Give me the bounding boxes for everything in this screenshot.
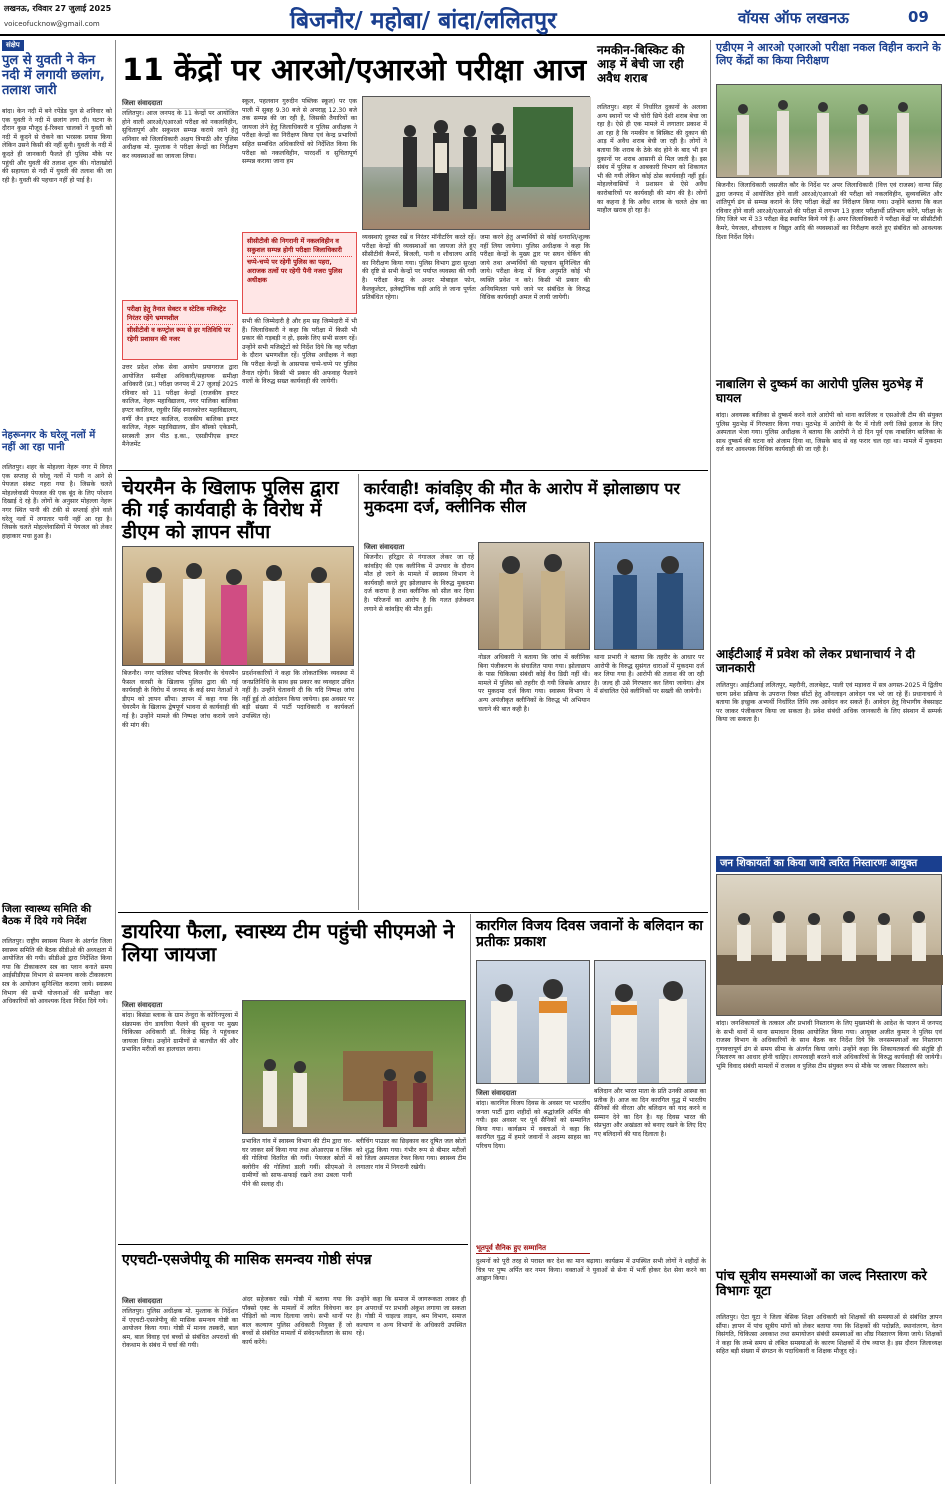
email: voiceofucknow@gmail.com (4, 20, 100, 28)
clinic-photo-1-figures (479, 543, 591, 651)
jan-shikayat-body: बांदा। जनशिकायतों के तत्काल और प्रभावी निस्तारण के लिए मुख्यमंत्री के आदेश के पालन में जनपद के सभी थानों में थाना समाधान दिवस आयोजित किया गया। आयुक्त अजीत कुमार ने पुलिस एवं राजस्व विभाग के अधिकारियों के साथ बैठक कर निर्देश दिये कि जनसमस्याओं का निस्तारण गुणवत्तापूर्ण ढंग से समय सीमा के अंतर्गत किया जाये। उन्होंने कहा कि शिकायतकर्ता की संतुष्टि ही निस्तारण का आधार होनी चाहिए। लापरवाही बरतने वाले अधिकारियों के विरुद्ध कार्यवाही की जायेगी। भूमि विवाद संबंधी मामलों में राजस्व व पुलिस टीम संयुक्त रूप से मौके पर जाकर निस्तारण करे। (716, 1020, 944, 1070)
kargil-body-c: दुश्मनों को पूरी तरह से परास्त कर देश का मान बढ़ाया। कार्यक्रम में उपस्थित सभी लोगों ने शहीदों के चित्र पर पुष्प अर्पित कर नमन किया। वक्ताओं ने युवाओं से सेना में भर्ती होकर देश सेवा करने का आह्वान किया। (476, 1258, 708, 1283)
masthead (0, 0, 945, 36)
nabalig-body: बांदा। अवयस्क बालिका से दुष्कर्म करने वाले आरोपी को थाना कालिंजर व एसओजी टीम की संयुक्त पुलिस मुठभेड़ में गिरफ्तार किया गया। मुठभेड़ में आरोपी के पैर में गोली लगी जिसे इलाज के लिए अस्पताल भेजा गया। पुलिस अधीक्षक ने बताया कि आरोपी ने दो दिन पूर्व एक नाबालिग बालिका के साथ दुष्कर्म की घटना को अंजाम दिया था, जिसके बाद से वह फरार चल रहा था। मामले में मुकदमा दर्ज कर आवश्यक विधिक कार्यवाही की जा रही है। (716, 412, 944, 454)
diarrhea-body-a: बांदा। बिसंडा ब्लाक के ग्राम तेन्दुरा के कोरिनपुरवा में संक्रामक रोग डायरिया फैलने की सूचना पर मुख्य चिकित्सा अधिकारी डॉ. विजेन्द्र सिंह ने पहुंचकर जायजा लिया। उन्होंने ग्रामीणों से बातचीत की और प्रभावित मरीजों का हालचाल जाना। (122, 1012, 240, 1054)
meeting-photo-figures (717, 875, 943, 1017)
lead-body-d: सभी की जिम्मेदारी है और हम सह जिम्मेदारी में भी हैं। जिलाधिकारी ने कहा कि परीक्षा में किसी भी प्रकार की गड़बड़ी न हो, इसके लिए सभी सजग रहें। उन्होंने सभी मजिस्ट्रेटों को निर्देश दिये कि वह परीक्षा के दौरान भ्रमणशील रहें। पुलिस अधीक्षक ने कहा कि परीक्षा केन्द्रों के आसपास चप्पे-चप्पे पर पुलिस तैनात रहेगी। किसी भी प्रकार की अफवाह फैलाने वालों के विरुद्ध सख्त कार्यवाही की जायेगी। (242, 318, 359, 386)
lead-highlights-2 (122, 300, 238, 360)
lead-highlights (242, 232, 357, 314)
aht-body-b: अंदर सहेजकर रखें। गोष्ठी में बताया गया कि पॉक्सो एक्ट के मामलों में त्वरित विवेचना कर पीड़ितों को न्याय दिलाया जाये। सभी थानों पर बाल कल्याण पुलिस अधिकारी नियुक्त हैं जो बच्चों से संबंधित मामलों में संवेदनशीलता के साथ कार्य करेंगे। (242, 1296, 354, 1346)
divider (710, 40, 711, 1484)
paper-name: वॉयस ऑफ लखनऊ (738, 9, 849, 27)
divider (470, 914, 471, 1484)
diarrhea-byline: जिला संवाददाता (122, 1000, 232, 1011)
brief-3-headline: जिला स्वास्थ्य समिति की बैठक में दिये गये निर्देश (2, 904, 92, 927)
chairman-body-b: प्रदर्शनकारियों ने कहा कि लोकतांत्रिक व्यवस्था में जनप्रतिनिधि के साथ इस प्रकार का व्यवहार उचित नहीं है। उन्होंने चेतावनी दी कि यदि निष्पक्ष जांच नहीं हुई तो आंदोलन किया जायेगा। इस अवसर पर बड़ी संख्या में पार्टी पदाधिकारी व कार्यकर्ता उपस्थित रहे। (242, 670, 356, 720)
chairman-photo-figures (123, 547, 355, 667)
utaa-body: ललितपुर। ऐटा यूटा ने जिला बेसिक शिक्षा अधिकारी को शिक्षकों की समस्याओं से संबंधित ज्ञापन सौंपा। ज्ञापन में पांच सूत्रीय मांगों को लेकर बताया गया कि शिक्षकों की पदोन्नति, स्थानांतरण, वेतन विसंगति, चिकित्सा अवकाश तथा समायोजन संबंधी समस्याओं का शीघ्र निस्तारण किया जाये। शिक्षकों ने कहा कि लम्बे समय से लंबित समस्याओं के कारण शिक्षकों में रोष व्याप्त है। इस दौरान जिलाध्यक्ष सहित बड़ी संख्या में संगठन के पदाधिकारी व शिक्षक मौजूद रहे। (716, 1314, 944, 1356)
highlight-4: सीसीटीवी व कण्ट्रोल रूम से हर गतिविधि पर रहेगी प्रशासन की नजर (127, 326, 231, 343)
lead-body-e: व्यवस्थाएं दुरुस्त रखें व निरंतर मॉनीटरिंग करते रहें। परीक्षा केन्द्रों की व्यवस्थाओं का जायजा लेते हुए सीसीटीवी कैमरों, बिजली, पानी व शौचालय आदि का निरीक्षण किया गया। पुलिस विभाग द्वारा सुरक्षा की दृष्टि से सभी केन्द्रों पर पर्याप्त व्यवस्था की गयी है। परीक्षा केन्द्र के अन्दर मोबाइल फोन, कैलकुलेटर, इलेक्ट्रॉनिक घड़ी आदि ले जाना पूर्णतः प्रतिबंधित रहेगा। (362, 234, 478, 302)
iti-body: ललितपुर। आईटीआई ललितपुर, महरौनी, तालबेहट, पाली एवं मड़ावरा में सत्र अगस्त-2025 में द्वितीय चरण प्रवेश प्रक्रिया के उपरान्त रिक्त सीटों हेतु ऑनलाइन आवेदन पत्र भरे जा रहे हैं। प्रधानाचार्य ने बताया कि इच्छुक अभ्यर्थी निर्धारित तिथि तक आवेदन कर सकते हैं। आवेदन हेतु विभागीय वेबसाइट पर जाकर पंजीकरण किया जा सकता है। प्रवेश संबंधी अधिक जानकारी के लिए संस्थान में सम्पर्क किया जा सकता है। (716, 682, 944, 724)
section-title: बिजनौर/ महोबा/ बांदा/ललितपुर (290, 8, 557, 34)
chairman-body-a: बिजनौर। नगर पालिका परिषद बिजनौर के चेयरमैन फैसल वारसी के खिलाफ पुलिस द्वारा की गई कार्यवाही के विरोध में जनपद के कई सपा नेताओं ने डीएम को ज्ञापन सौंपा। ज्ञापन में कहा गया कि चेयरमैन के खिलाफ द्वेषपूर्ण भावना से कार्यवाही की गई है। उन्होंने मामले की निष्पक्ष जांच कराये जाने की मांग की। (122, 670, 240, 729)
adm-body: बिजनौर। जिलाधिकारी जसजीत कौर के निर्देश पर अपर जिलाधिकारी (वित्त एवं राजस्व) वान्या सिंह द्वारा जनपद में आयोजित होने वाली आरओ/एआरओ की परीक्षा को नकलविहीन, सुव्यवस्थित और शांतिपूर्ण ढंग से सम्पन्न कराने के लिए परीक्षा केंद्रों का निरीक्षण किया गया। उन्होंने बताया कि कल रविवार होने वाली आरओ/एआरओ की परीक्षा में लगभग 13 हजार परीक्षार्थी प्रतिभाग करेंगे, परीक्षा के लिए जिले भर में 33 परीक्षा केंद्र स्थापित किये गये हैं। अपर जिलाधिकारी ने परीक्षा केंद्रों पर सीसीटीवी कैमरे, पेयजल, शौचालय व विद्युत आदि की व्यवस्थाओं का निरीक्षण करते हुए संबंधित को आवश्यक दिशा निर्देश दिये। (716, 182, 944, 241)
highlight-1: सीसीटीवी की निगरानी में नकलविहीन व सकुशल सम्पन्न होगी परीक्षाः जिलाधिकारी (247, 236, 352, 257)
clinic-headline: कार्रवाही! कांवड़िए की मौत के आरोप में झोलाछाप पर मुकदमा दर्ज, क्लीनिक सील (364, 479, 680, 517)
adm-photo (716, 84, 942, 178)
lead-body-b: स्कूल, पहलवान गुरुदीन पब्लिक स्कूल) पर एक पाली में सुबह 9.30 बजे से अपराह्न 12.30 बजे तक सम्पन्न की जा रही है, जिसकी तैयारियों का जायजा लेने हेतु जिलाधिकारी व पुलिस अधीक्षक ने परीक्षा केन्द्रों का निरीक्षण किया एवं केन्द्र प्रभारियों सहित सम्बंधित अधिकारियों को निर्देशित किया कि परीक्षा को नकलविहीन, पारदर्शी व सुचितापूर्ण सम्पन्न कराया जाना हम (242, 98, 359, 166)
kargil-byline: जिला संवाददाता (476, 1088, 586, 1099)
namkeen-body: ललितपुर। शहर में निर्धारित दुकानों के अलावा अन्य स्थानों पर भी चोरी छिपे देशी शराब बेचा जा रहा है। ऐसे ही एक मामले में लगातार प्रकाश में आ रहा है कि नमकीन व बिस्किट की दुकान की आड़ में अवैध शराब बेची जा रही है। लोगों ने बताया कि शराब के ठेके बंद होने के बाद भी इन दुकानों पर शराब आसानी से मिल जाती है। इस संबंध में पुलिस व आबकारी विभाग को शिकायत भी की गयी लेकिन कोई ठोस कार्यवाही नहीं हुई। मोहल्लेवासियों ने प्रशासन से ऐसे अवैध कारोबारियों पर कार्यवाही की मांग की है। लोगों का कहना है कि अवैध शराब के चलते क्षेत्र का माहौल खराब हो रहा है। (597, 104, 709, 215)
kargil-photo-2 (594, 960, 706, 1084)
lead-photo (362, 96, 590, 230)
left-column (2, 38, 112, 1484)
meeting-photo (716, 874, 942, 1016)
iti-headline: आईटीआई में प्रवेश को लेकर प्रधानाचार्य ने दी जानकारी (716, 647, 916, 675)
brief-label: संक्षेप (2, 40, 24, 51)
clinic-photo-2 (594, 542, 704, 650)
diarrhea-photo-figures (243, 1001, 467, 1135)
chairman-headline: चेयरमैन के खिलाफ पुलिस द्वारा की गई कार्यवाही के विरोध में डीएम को ज्ञापन सौंपा (122, 477, 339, 543)
highlight-3: परीक्षा हेतु तैनात सेक्टर व स्टेटिक मजिस्ट्रेट निरंतर रहेंगे भ्रमणशील (127, 304, 233, 325)
jan-shikayat-headline: जन शिकायतों का किया जाये त्वरित निस्तारणः आयुक्त (716, 856, 942, 872)
diarrhea-photo (242, 1000, 466, 1134)
brief-2-headline: नेहरूनगर के घरेलू नलों में नहीं आ रहा पानी (2, 430, 96, 453)
divider (115, 40, 116, 1484)
diarrhea-body-c: ब्लीचिंग पाउडर का छिड़काव कर दूषित जल स्रोतों को शुद्ध किया गया। गंभीर रूप से बीमार मरीजों को जिला अस्पताल रेफर किया गया। स्वास्थ्य टीम लगातार गांव में निगरानी रखेगी। (356, 1138, 468, 1171)
lead-body-f: जमा करने हेतु अभ्यर्थियों से कोई धनराशि/शुल्क नहीं लिया जायेगा। पुलिस अधीक्षक ने कहा कि परीक्षा केन्द्रों के मुख्य द्वार पर सघन चेकिंग की जाये तथा अभ्यर्थियों की पहचान सुनिश्चित की जाये। परीक्षा केन्द्र में बिना अनुमति कोई भी व्यक्ति प्रवेश न करे। किसी भी प्रकार की अनियमितता पाये जाने पर संबंधित के विरुद्ध विधिक कार्यवाही अमल में लायी जायेगी। (480, 234, 592, 302)
aht-body-c: उन्होंने कहा कि समाज में जागरूकता लाकर ही इन अपराधों पर प्रभावी अंकुश लगाया जा सकता है। गोष्ठी में चाइल्ड लाइन, श्रम विभाग, समाज कल्याण व अन्य विभागों के अधिकारी उपस्थित रहे। (356, 1296, 468, 1338)
clinic-body-c: थाना प्रभारी ने बताया कि तहरीर के आधार पर आरोपी के विरुद्ध सुसंगत धाराओं में मुकदमा दर्ज कर लिया गया है। आरोपी की तलाश की जा रही है। जल्द ही उसे गिरफ्तार कर लिया जायेगा। क्षेत्र में संचालित ऐसे क्लीनिकों पर सख्ती की जायेगी। (594, 654, 706, 696)
divider (118, 470, 708, 471)
brief-1-body: बांदा। केन नदी में बने रपेंडेड पुल से शनिवार को एक युवती ने नदी में छलांग लगा दी। घटना के दौरान कुछ मौजूद ई-रिक्शा चालकों ने युवती को नदी में कूदने से रोकने का भरसक प्रयास किया लेकिन उसने किसी की नहीं सुनी। युवती के नदी में कूदते ही जानकारी फैलते ही पुलिस मौके पर पहुंची और युवती की तलाश शुरू की। गोताखोरों की सहायता से नदी में युवती की तलाश की जा रही है। युवती की पहचान नहीं हो पाई है। (2, 108, 114, 184)
brief-1-headline: पुल से युवती ने केन नदी में लगायी छलांग, तलाश जारी (2, 53, 105, 98)
lead-headline: 11 केंद्रों पर आरओ/एआरओ परीक्षा आज (122, 53, 587, 88)
clinic-photo-2-figures (595, 543, 705, 651)
aht-byline: जिला संवाददाता (122, 1296, 232, 1307)
namkeen-headline: नमकीन-बिस्किट की आड़ में बेची जा रही अवैध शराब (597, 43, 685, 85)
edition-date: लखनऊ, रविवार 27 जुलाई 2025 (4, 4, 112, 13)
kargil-photo-1 (476, 960, 590, 1084)
divider (118, 1244, 468, 1245)
kargil-photo-2-figures (595, 961, 707, 1085)
clinic-body-b: नोडल अधिकारी ने बताया कि जांच में क्लीनिक बिना पंजीकरण के संचालित पाया गया। झोलाछाप के पास चिकित्सा संबंधी कोई वैध डिग्री नहीं थी। मामले में पुलिस को तहरीर दी गयी जिसके आधार पर मुकदमा दर्ज किया गया। स्वास्थ्य विभाग ने अन्य अपंजीकृत क्लीनिकों के विरुद्ध भी अभियान चलाने की बात कही है। (478, 654, 592, 713)
diarrhea-body-b: प्रभावित गांव में स्वास्थ्य विभाग की टीम द्वारा घर-घर जाकर सर्वे किया गया तथा ओआरएस व जिंक की गोलियां वितरित की गयीं। पेयजल स्रोतों में क्लोरीन की गोलियां डाली गयीं। सीएमओ ने ग्रामीणों को साफ-सफाई रखने तथा उबला पानी पीने की सलाह दी। (242, 1138, 354, 1188)
kargil-sub-label: भूतपूर्व सैनिक हुए सम्मानित (476, 1244, 590, 1254)
brief-3-body: ललितपुर। राष्ट्रीय स्वास्थ्य मिशन के अंतर्गत जिला स्वास्थ्य समिति की बैठक सीडीओ की अध्यक्षता में आयोजित की गयी। सीडीओ द्वारा निर्देशित किया गया कि टीकाकरण सत्र का प्लान बनाते समय आईसीडीएस विभाग से समन्वय करके टीकाकरण सत्र के आयोजन सुनिश्चित कराया जाये। स्वास्थ्य विभाग की सभी योजनाओं की समीक्षा कर अधिकारियों को आवश्यक दिशा निर्देश दिये गये। (2, 938, 114, 1006)
clinic-byline: जिला संवाददाता (364, 542, 474, 553)
aht-headline: एएचटी-एसजेपीयू की मासिक समन्वय गोष्ठी संपन्न (122, 1252, 372, 1268)
lead-photo-figures (363, 97, 591, 231)
brief-2-body: ललितपुर। शहर के मोहल्ला नेहरू नगर में विगत एक सप्ताह से घरेलू नलों में पानी न आने से पेयजल संकट गहरा गया है। जिसके चलते मोहल्लेवासी पेयजल की एक बूंद के लिए परेशान दिखाई दे रहे हैं। लोगों के अनुसार मोहल्ला नेहरू नगर स्थित पानी की टंकी से सप्लाई होने वाले घरेलू नलों में लगातार पानी नहीं आ रहा है। जिसके चलते मोहल्लेवासियों में पेयजल को लेकर हाहाकार मचा हुआ है। (2, 464, 114, 540)
divider (358, 474, 359, 910)
adm-photo-figures (717, 85, 943, 179)
adm-headline: एडीएम ने आरओ एआरओ परीक्षा नकल विहीन कराने के लिए केंद्रों का किया निरीक्षण (716, 41, 941, 67)
kargil-headline: कारगिल विजय दिवस जवानों के बलिदान का प्रतीकः प्रकाश (476, 918, 703, 951)
nabalig-headline: नाबालिग से दुष्कर्म का आरोपी पुलिस मुठभेड़ में घायल (716, 377, 923, 405)
kargil-body-b: बलिदान और भारत माता के प्रति उनकी आस्था का प्रतीक है। आज का दिन कारगिल युद्ध में भारतीय सैनिकों की वीरता और बलिदान को याद करने व सम्मान देने का दिन है। यह दिवस भारत की संप्रभुता और अखंडता को बनाए रखने के लिए दिए गए बलिदानों की याद दिलाता है। (594, 1088, 708, 1138)
aht-body-a: ललितपुर। पुलिस अधीक्षक मो. मुश्ताक के निर्देशन में एएचटी-एसजेपीयू की मासिक समन्वय गोष्ठी का आयोजन किया गया। गोष्ठी में मानव तस्करी, बाल श्रम, बाल विवाह एवं बच्चों से संबंधित अपराधों की रोकथाम के संबंध में चर्चा की गयी। (122, 1308, 240, 1350)
kargil-body-a: बांदा। कारगिल विजय दिवस के अवसर पर भारतीय जनता पार्टी द्वारा शहीदों को श्रद्धांजलि अर्पित की गयी। इस अवसर पर पूर्व सैनिकों को सम्मानित किया गया। कार्यक्रम में वक्ताओं ने कहा कि कारगिल युद्ध में हमारे जवानों ने अदम्य साहस का परिचय दिया। (476, 1100, 592, 1150)
lead-byline: जिला संवाददाता (122, 98, 232, 109)
chairman-photo (122, 546, 354, 666)
lead-body-c: उत्तर प्रदेश लोक सेवा आयोग प्रयागराज द्वारा आयोजित समीक्षा अधिकारी/सहायक समीक्षा अधिकारी (प्रा.) परीक्षा जनपद में 27 जुलाई 2025 रविवार को 11 परीक्षा केन्द्रों (राजकीय इण्टर कालिज, नेहरू महाविद्यालय, नगर पालिका बालिका इण्टर कालिज, रघुवीर सिंह स्नातकोत्तर महाविद्यालय, वर्णी जैन इण्टर कालिज, राजकीय बालिका इण्टर कालिज, नेहरू महाविद्यालय, डीन बॉस्को एकेडमी, सरस्वती ज्ञान पीठ इ.का., एसडीपीएस इण्टर मैनेजमेंट (122, 364, 240, 449)
page-number: 09 (908, 8, 929, 26)
utaa-headline: पांच सूत्रीय समस्याओं का जल्द निस्तारण करे विभागः यूटा (716, 1269, 927, 1299)
diarrhea-headline: डायरिया फैला, स्वास्थ्य टीम पहुंची सीएमओ ने लिया जायजा (122, 919, 455, 966)
lead-body-a: ललितपुर। आज जनपद के 11 केन्द्रों पर आयोजित होने वाली आरओ/एआरओ परीक्षा को नकलविहीन, सुचितापूर्ण और सकुशल सम्पन्न कराये जाने हेतु शनिवार को जिलाधिकारी अक्षय त्रिपाठी और पुलिस अधीक्षक मो. मुश्ताक ने परीक्षा केन्द्रों का निरीक्षण कर व्यवस्थाओं का जायजा लिया। (122, 110, 240, 160)
clinic-body-a: बिजनौर। हरिद्वार से गंगाजल लेकर जा रहे कांवड़िए की एक क्लीनिक में उपचार के दौरान मौत हो जाने के मामले में स्वास्थ्य विभाग ने कार्यवाही करते हुए झोलाछाप के विरुद्ध मुकदमा दर्ज कराया है तथा क्लीनिक को सील कर दिया है। परिजनों का आरोप है कि गलत इंजेक्शन लगाने से कांवड़िए की मौत हुई। (364, 554, 476, 613)
divider (118, 912, 708, 913)
highlight-2: चप्पे-चप्पे पर रहेगी पुलिस का पहरा, अराजक तत्वों पर रहेगी पैनी नजरः पुलिस अधीक्षक (247, 258, 343, 284)
kargil-photo-1-figures (477, 961, 591, 1085)
clinic-photo-1 (478, 542, 590, 650)
